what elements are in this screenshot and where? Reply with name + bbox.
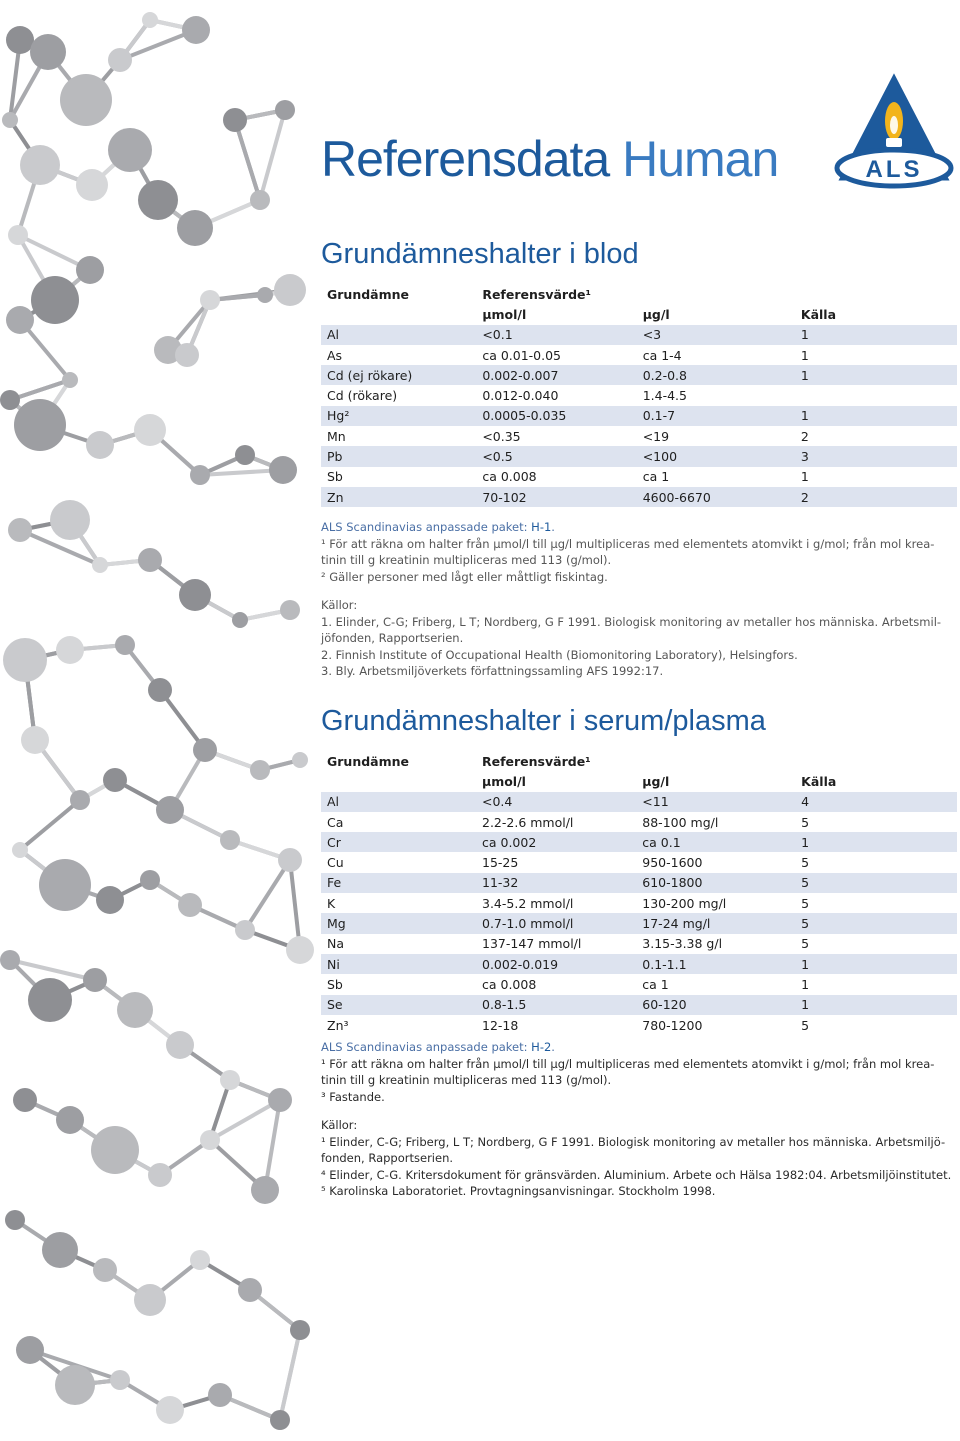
ug-cell: ca 1-4 <box>642 347 682 363</box>
element-cell: Zn³ <box>327 1017 349 1033</box>
umol-cell: 0.0005-0.035 <box>476 406 636 426</box>
table-row <box>321 487 957 507</box>
molecule-atom <box>20 145 60 185</box>
ug-cell: ca 1 <box>642 976 669 992</box>
package-label: ALS Scandinavias anpassade paket: <box>321 1040 532 1055</box>
footnote-1-cont: tinin till g kreatinin multipliceras med 113 (g/mol). <box>321 1073 612 1088</box>
table-header-row <box>321 284 957 304</box>
molecule-atom <box>292 752 308 768</box>
table-row <box>321 954 957 974</box>
molecule-atom <box>290 1320 310 1340</box>
molecule-atom <box>175 343 199 367</box>
molecule-atom <box>238 1278 262 1302</box>
element-cell: Ca <box>327 814 344 830</box>
footnote-1-cont: tinin till g kreatinin multipliceras med 113 (g/mol). <box>321 553 612 568</box>
umol-cell: <0.35 <box>482 428 521 444</box>
umol-cell: 15-25 <box>482 855 519 871</box>
ug-cell: ca 0.1 <box>636 832 795 852</box>
molecule-atom <box>142 12 158 28</box>
table-row <box>321 873 957 893</box>
umol-cell: 0.7-1.0 mmol/l <box>476 913 636 933</box>
source-1: ¹ Elinder, C-G; Friberg, L T; Nordberg, G F 1991. Biologisk monitoring av metaller hos människa. Arbetsmiljö- <box>321 1134 946 1149</box>
ug-cell: 17-24 mg/l <box>636 913 795 933</box>
als-logo <box>832 66 956 190</box>
ug-cell: <19 <box>642 428 670 444</box>
footnote-3: ³ Fastande. <box>321 1089 385 1104</box>
ug-cell: 3.15-3.38 g/l <box>642 936 723 952</box>
ug-cell: 780-1200 <box>642 1017 703 1033</box>
package-note <box>321 519 957 536</box>
molecule-atom <box>220 830 240 850</box>
element-cell: Se <box>321 995 476 1015</box>
umol-cell: 12-18 <box>482 1017 519 1033</box>
molecule-atom <box>134 414 166 446</box>
source-cell: 3 <box>795 446 957 466</box>
molecule-atom <box>76 169 108 201</box>
package-label: ALS Scandinavias anpassade paket: <box>321 520 532 535</box>
molecule-atom <box>50 500 90 540</box>
umol-cell: ca 0.008 <box>482 976 537 992</box>
table-row <box>321 467 957 487</box>
molecule-atom <box>179 579 211 611</box>
ug-cell: <100 <box>637 446 795 466</box>
table-row <box>321 893 957 913</box>
molecule-atom <box>76 256 104 284</box>
molecule-atom <box>0 390 20 410</box>
ug-cell: 0.2-0.8 <box>637 365 795 385</box>
source-cell: 2 <box>795 487 957 507</box>
molecule-atom <box>140 870 160 890</box>
package-end: . <box>551 1040 555 1055</box>
serum-table <box>321 751 957 1035</box>
molecule-atom <box>200 290 220 310</box>
element-cell: Fe <box>321 873 476 893</box>
molecule-atom <box>257 287 273 303</box>
molecule-atom <box>60 74 112 126</box>
umol-cell: <0.1 <box>476 325 636 345</box>
element-cell: Pb <box>321 446 476 466</box>
table-row <box>321 812 957 832</box>
molecule-atom <box>6 26 34 54</box>
serum-table-wrapper <box>321 751 957 1200</box>
source-cell: 1 <box>795 365 957 385</box>
table-row <box>321 426 957 446</box>
umol-cell: ca 0.01-0.05 <box>482 347 562 363</box>
umol-cell: 137-147 mmol/l <box>482 936 582 952</box>
ug-cell: 0.1-1.1 <box>636 954 795 974</box>
table-row <box>321 792 957 812</box>
element-cell: Cd (ej rökare) <box>321 365 476 385</box>
molecule-atom <box>108 48 132 72</box>
source-cell: 5 <box>795 873 957 893</box>
molecule-atom <box>232 612 248 628</box>
source-cell: 4 <box>795 792 957 812</box>
molecule-atom <box>148 1163 172 1187</box>
element-cell: Na <box>327 936 345 952</box>
package-note <box>321 1039 957 1056</box>
ug-cell: 60-120 <box>636 995 795 1015</box>
table-header-row <box>321 751 957 771</box>
col-header-source: Källa <box>801 773 837 789</box>
molecule-atom <box>28 978 72 1022</box>
logo-text: ALS <box>865 156 923 183</box>
molecule-atom <box>275 100 295 120</box>
molecule-atom <box>31 276 79 324</box>
source-5: ⁵ Karolinska Laboratoriet. Provtagningsanvisningar. Stockholm 1998. <box>321 1184 716 1199</box>
molecule-atom <box>92 557 108 573</box>
ug-cell: 0.1-7 <box>637 406 795 426</box>
element-cell: Ni <box>321 954 476 974</box>
umol-cell: <0.5 <box>476 446 636 466</box>
molecule-atom <box>30 34 66 70</box>
molecule-atom <box>220 1070 240 1090</box>
ug-cell: 4600-6670 <box>637 487 795 507</box>
col-header-reference: Referensvärde¹ <box>482 286 591 302</box>
element-cell: Cd (rökare) <box>327 388 398 404</box>
molecule-atom <box>6 306 34 334</box>
molecule-bond <box>260 110 285 200</box>
col-header-ug: µg/l <box>642 773 670 789</box>
molecule-atom <box>83 968 107 992</box>
molecule-atom <box>108 128 152 172</box>
element-cell: K <box>327 895 336 911</box>
ug-cell: 1.4-4.5 <box>642 388 687 404</box>
table-row <box>321 446 957 466</box>
ug-cell: 88-100 mg/l <box>642 814 719 830</box>
page-title <box>321 128 778 190</box>
ug-cell: <11 <box>636 792 795 812</box>
molecule-atom <box>115 635 135 655</box>
molecule-atom <box>235 920 255 940</box>
molecule-atom <box>269 456 297 484</box>
ug-cell: 610-1800 <box>636 873 795 893</box>
col-header-source: Källa <box>800 306 837 322</box>
molecule-atom <box>70 790 90 810</box>
molecule-atom <box>208 1383 232 1407</box>
molecule-atom <box>250 190 270 210</box>
source-cell: 1 <box>800 347 809 363</box>
molecule-bond <box>235 120 260 200</box>
source-4: ⁴ Elinder, C-G. Kritersdokument för gränsvärden. Aluminium. Arbete och Hälsa 1982:04. Arbetsmiljöinstitutet. <box>321 1167 952 1182</box>
molecule-atom <box>2 112 18 128</box>
molecule-atom <box>182 16 210 44</box>
molecule-atom <box>12 842 28 858</box>
molecule-atom <box>8 518 32 542</box>
umol-cell: 70-102 <box>476 487 636 507</box>
page-title-sub: Human <box>622 131 779 187</box>
source-cell: 5 <box>801 814 810 830</box>
table-row <box>321 913 957 933</box>
umol-cell: 2.2-2.6 mmol/l <box>482 814 574 830</box>
footnote-1: ¹ För att räkna om halter från µmol/l till µg/l multipliceras med elementets atomvikt i g/mol; från mol krea- <box>321 1056 935 1071</box>
molecule-atom <box>286 936 314 964</box>
element-cell: Cu <box>327 855 344 871</box>
source-1: 1. Elinder, C-G; Friberg, L T; Nordberg, G F 1991. Biologisk monitoring av metaller hos människa. Arbetsmil- <box>321 614 942 629</box>
molecule-atom <box>178 893 202 917</box>
molecule-atom <box>251 1176 279 1204</box>
source-cell: 1 <box>795 325 957 345</box>
source-cell: 5 <box>801 936 810 952</box>
table-row <box>321 345 957 365</box>
table-row <box>321 974 957 994</box>
table-row <box>321 832 957 852</box>
blood-table-wrapper <box>321 284 957 680</box>
element-cell: Zn <box>321 487 476 507</box>
molecule-bond <box>245 860 290 930</box>
ug-cell: 130-200 mg/l <box>642 895 727 911</box>
sources-label: Källor: <box>321 598 358 613</box>
molecule-atom <box>16 1336 44 1364</box>
molecule-atom <box>270 1410 290 1430</box>
molecule-atom <box>5 1210 25 1230</box>
molecule-atom <box>223 108 247 132</box>
source-2: 2. Finnish Institute of Occupational Health (Biomonitoring Laboratory), Helsingfors. <box>321 647 798 662</box>
umol-cell: 0.8-1.5 <box>476 995 636 1015</box>
molecule-atom <box>200 1130 220 1150</box>
molecule-atom <box>134 1284 166 1316</box>
molecule-atom <box>250 760 270 780</box>
element-cell: Al <box>321 792 476 812</box>
package-end: . <box>551 520 555 535</box>
molecule-atom <box>39 859 91 911</box>
molecule-atom <box>235 445 255 465</box>
molecule-atom <box>148 678 172 702</box>
section-title-serum: Grundämneshalter i serum/plasma <box>321 705 766 737</box>
molecule-bond <box>20 800 80 850</box>
molecule-atom <box>278 848 302 872</box>
molecule-atom <box>156 1396 184 1424</box>
molecule-atom <box>0 950 20 970</box>
molecule-atom <box>56 1106 84 1134</box>
source-cell: 1 <box>795 995 957 1015</box>
molecule-atom <box>56 636 84 664</box>
molecule-atom <box>190 465 210 485</box>
table-row <box>321 325 957 345</box>
umol-cell: ca 0.002 <box>476 832 636 852</box>
element-cell: Mg <box>321 913 476 933</box>
source-1-cont: fonden, Rapportserien. <box>321 1151 454 1166</box>
molecule-atom <box>96 886 124 914</box>
molecule-atom <box>91 1126 139 1174</box>
blood-notes <box>321 519 957 680</box>
table-row <box>321 1015 957 1035</box>
element-cell: Hg² <box>321 406 476 426</box>
molecule-atom <box>86 431 114 459</box>
molecule-atom <box>166 1031 194 1059</box>
molecule-atom <box>117 992 153 1028</box>
umol-cell: 0.012-0.040 <box>482 388 559 404</box>
sources-label: Källor: <box>321 1118 358 1133</box>
table-row <box>321 934 957 954</box>
molecule-atom <box>21 726 49 754</box>
molecule-atom <box>42 1232 78 1268</box>
molecule-atom <box>138 548 162 572</box>
source-cell: 5 <box>801 855 810 871</box>
col-header-umol: µmol/l <box>482 306 527 322</box>
table-subheader-row <box>321 304 957 324</box>
table-row <box>321 365 957 385</box>
page-title-main: Referensdata <box>321 131 610 187</box>
source-cell: 5 <box>801 895 810 911</box>
molecule-atom <box>62 372 78 388</box>
package-link-h2[interactable]: H-2 <box>531 1040 552 1055</box>
table-row <box>321 995 957 1015</box>
source-cell <box>795 385 957 405</box>
element-cell: Mn <box>327 428 346 444</box>
molecule-atom <box>268 1088 292 1112</box>
source-1-cont: jöfonden, Rapportserien. <box>321 631 464 646</box>
source-cell: 1 <box>801 976 810 992</box>
footnote-1: ¹ För att räkna om halter från µmol/l till µg/l multipliceras med elementets atomvikt i g/mol; från mol krea- <box>321 536 935 551</box>
umol-cell: 3.4-5.2 mmol/l <box>482 895 574 911</box>
footnote-2: ² Gäller personer med lågt eller måttligt fiskintag. <box>321 569 608 584</box>
molecule-atom <box>274 274 306 306</box>
molecule-atom <box>55 1365 95 1405</box>
umol-cell: <0.4 <box>476 792 636 812</box>
col-header-umol: µmol/l <box>482 773 526 789</box>
section-title-blood: Grundämneshalter i blod <box>321 238 639 270</box>
source-3: 3. Bly. Arbetsmiljöverkets författningssamling AFS 1992:17. <box>321 664 664 679</box>
umol-cell: 0.002-0.019 <box>476 954 636 974</box>
source-cell: 1 <box>795 832 957 852</box>
col-header-element: Grundämne <box>327 753 410 769</box>
source-cell: 5 <box>795 913 957 933</box>
molecule-atom <box>177 210 213 246</box>
source-cell: 5 <box>801 1017 810 1033</box>
molecule-atom <box>110 1370 130 1390</box>
umol-cell: ca 0.008 <box>482 469 537 485</box>
element-cell: Al <box>321 325 476 345</box>
source-cell: 1 <box>795 954 957 974</box>
serum-notes <box>321 1039 957 1200</box>
molecule-atom <box>8 225 28 245</box>
col-header-element: Grundämne <box>327 286 410 302</box>
table-subheader-row <box>321 771 957 791</box>
element-cell: Sb <box>327 469 343 485</box>
element-cell: As <box>327 347 343 363</box>
umol-cell: 11-32 <box>476 873 636 893</box>
ug-cell: 950-1600 <box>642 855 703 871</box>
package-link-h1[interactable]: H-1 <box>531 520 552 535</box>
source-cell: 1 <box>800 469 809 485</box>
col-header-reference: Referensvärde¹ <box>482 753 591 769</box>
col-header-ug: µg/l <box>642 306 670 322</box>
molecule-atom <box>103 768 127 792</box>
source-cell: 2 <box>800 428 809 444</box>
molecule-atom <box>138 180 178 220</box>
table-row <box>321 406 957 426</box>
table-row <box>321 385 957 405</box>
umol-cell: 0.002-0.007 <box>476 365 636 385</box>
element-cell: Cr <box>321 832 476 852</box>
molecule-bond <box>280 1330 300 1420</box>
molecule-atom <box>193 738 217 762</box>
element-cell: Sb <box>327 976 343 992</box>
molecule-atom <box>280 600 300 620</box>
molecule-background <box>0 0 330 1441</box>
blood-table <box>321 284 957 507</box>
molecule-atom <box>190 1250 210 1270</box>
ug-cell: <3 <box>637 325 795 345</box>
table-row <box>321 852 957 872</box>
molecule-atom <box>156 796 184 824</box>
ug-cell: ca 1 <box>642 469 670 485</box>
source-cell: 1 <box>795 406 957 426</box>
molecule-atom <box>13 1088 37 1112</box>
molecule-atom <box>3 638 47 682</box>
molecule-atom <box>93 1258 117 1282</box>
molecule-atom <box>14 399 66 451</box>
